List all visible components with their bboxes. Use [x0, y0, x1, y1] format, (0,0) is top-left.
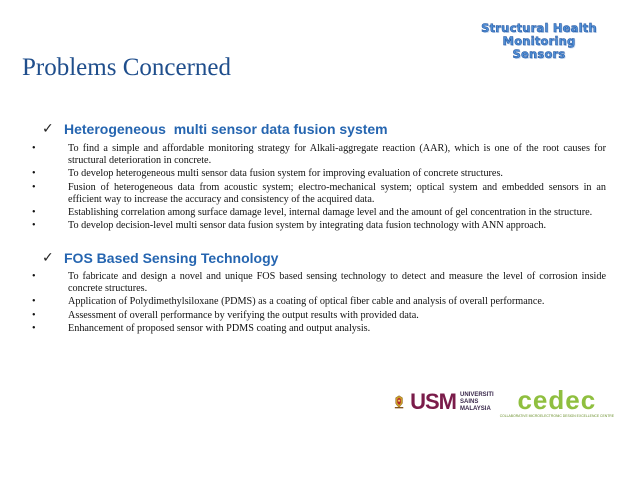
- usm-text-line: SAINS: [460, 398, 479, 405]
- section-heading-label: Heterogeneous multi sensor data fusion system: [64, 120, 388, 137]
- section-heading-fos: [42, 249, 278, 266]
- list-item: • Fusion of heterogeneous data from acoustic system; electro-mechanical system; optical system and embedded sensors in an efficient way to increase the accuracy and consistency of the acquired data.: [30, 182, 606, 206]
- list-item: • Enhancement of proposed sensor with PDMS coating and output analysis.: [30, 323, 606, 335]
- usm-text-line: MALAYSIA: [460, 405, 491, 412]
- cedec-logo: [499, 384, 614, 418]
- list-item: • Establishing correlation among surface damage level, internal damage level and the amount of gel concentration in the structure.: [30, 207, 606, 219]
- list-item: • To find a simple and affordable monitoring strategy for Alkali-aggregate reaction (AAR), which is one of the root causes for structural deterioration in concrete.: [30, 143, 606, 167]
- partner-logos: [394, 382, 614, 422]
- usm-logo: USM: [410, 389, 457, 414]
- checkmark-icon: ✓: [42, 249, 54, 265]
- cedec-wordmark: cedec: [517, 384, 597, 415]
- usm-logo-text: [460, 392, 494, 413]
- crest-icon: [394, 385, 404, 419]
- page-title: Problems Concerned: [22, 54, 231, 81]
- section-heading-fusion: [42, 120, 388, 137]
- usm-text-line: UNIVERSITI: [460, 391, 494, 398]
- list-item: • Application of Polydimethylsiloxane (PDMS) as a coating of optical fiber cable and analysis of overall performance.: [30, 296, 606, 308]
- bullet-list-fusion: [30, 143, 606, 233]
- brand-line-2: Sensors: [512, 47, 566, 61]
- brand-line-1: Structural Health Monitoring: [481, 21, 597, 48]
- list-item: • To develop heterogeneous multi sensor data fusion system for improving evaluation of concrete structures.: [30, 168, 606, 180]
- list-item: • To develop decision-level multi sensor data fusion system by integrating data fusion technology with ANN approach.: [30, 220, 606, 232]
- bullet-list-fos: [30, 271, 606, 336]
- brand-banner: [454, 22, 624, 61]
- list-item: • To fabricate and design a novel and unique FOS based sensing technology to detect and measure the level of corrosion inside concrete structures.: [30, 271, 606, 295]
- checkmark-icon: ✓: [42, 120, 54, 136]
- section-heading-label: FOS Based Sensing Technology: [64, 249, 279, 266]
- cedec-subtitle: COLLABORATIVE MICROELECTRONIC DESIGN EXCELLENCE CENTRE: [499, 413, 614, 418]
- list-item: • Assessment of overall performance by verifying the output results with provided data.: [30, 310, 606, 322]
